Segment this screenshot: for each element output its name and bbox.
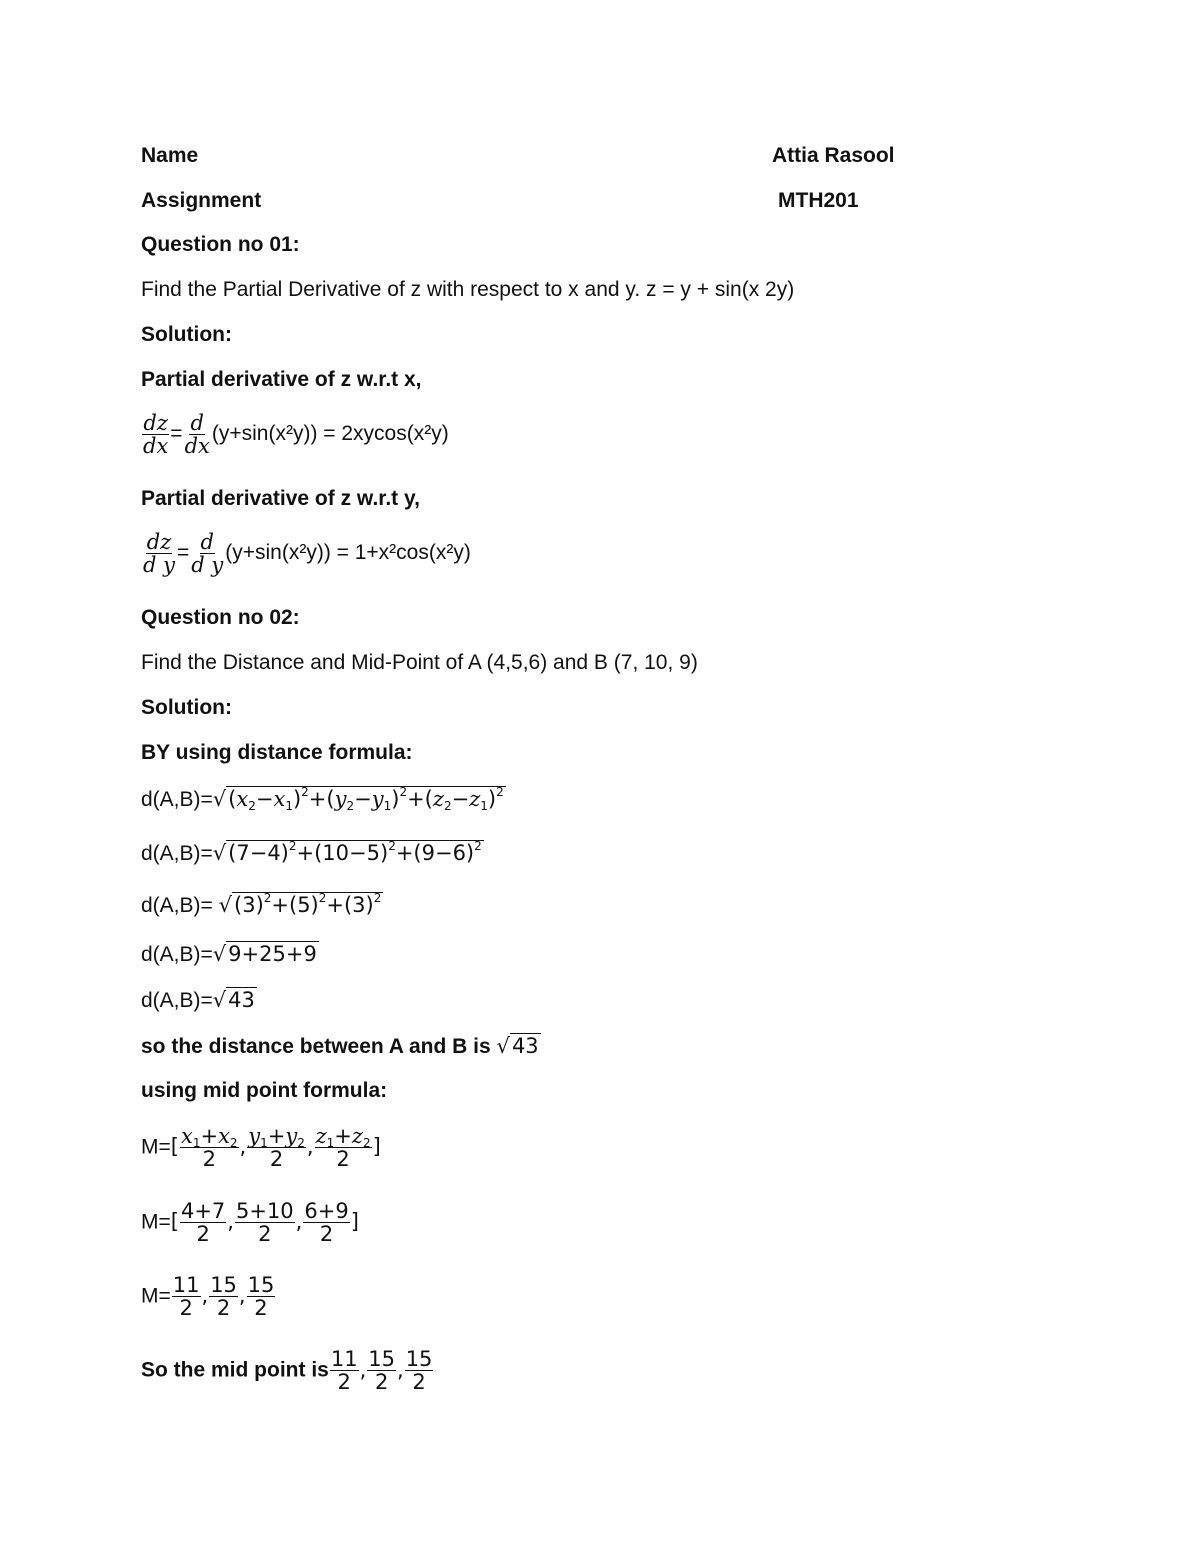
midpoint-step-3: M= $\frac{11}{2}$ , $\frac{15}{2}$ , $\frac{15}{2}$ [141, 1273, 275, 1320]
fraction: $\frac{6+9}{2}$ [304, 1199, 349, 1246]
midpoint-heading: using mid point formula: [141, 1079, 388, 1102]
q1-wrt-x-heading: Partial derivative of z w.r.t x, [141, 368, 422, 391]
distance-step-2: $d(A,B)=√(7-4)^2+(10-5)^2+(9-6)^2$ [141, 839, 482, 865]
fraction: $\frac{z_1+z_2}{2}$ [315, 1124, 371, 1171]
fraction: $\frac{d}{\text{d y}}$ [191, 530, 224, 577]
q1-wrt-x-equation: $\frac{dz}{dx}$ = $\frac{d}{dx}$ (y+sin(x²y)) = 2xycos(x²y) [143, 411, 449, 458]
name-value: Attia Rasool [772, 144, 895, 167]
fraction: $\frac{dz}{\text{d y}}$ [143, 530, 175, 577]
distance-conclusion: so the distance between A and B is √43 [141, 1034, 539, 1058]
distance-step-3: $d(A,B)= √(3)^2+(5)^2+(3)^2$ [141, 891, 382, 917]
q1-wrt-y-heading: Partial derivative of z w.r.t y, [141, 487, 420, 510]
fraction: $\frac{d}{dx}$ [184, 411, 210, 458]
midpoint-step-2: M=[ $\frac{4+7}{2}$ , $\frac{5+10}{2}$ , $\frac{6+9}{2}$ ] [141, 1199, 359, 1246]
assignment-value: MTH201 [778, 189, 859, 212]
assignment-label: Assignment [141, 189, 262, 212]
name-label: Name [141, 144, 199, 167]
fraction: $\frac{x_1+x_2}{2}$ [180, 1124, 238, 1171]
fraction: $\frac{11}{2}$ [330, 1347, 358, 1394]
fraction: $\frac{dz}{dx}$ [143, 411, 169, 458]
midpoint-conclusion: So the mid point is $\frac{11}{2}$ , $\frac{15}{2}$ , $\frac{15}{2}$ [141, 1347, 433, 1394]
distance-step-5: d(A,B)=√43 [141, 988, 255, 1012]
q2-title: Question no 02: [141, 606, 300, 629]
fraction: $\frac{5+10}{2}$ [235, 1199, 294, 1246]
fraction: $\frac{15}{2}$ [405, 1347, 433, 1394]
q1-prompt: Find the Partial Derivative of z with respect to x and y. z = y + sin(x 2y) [141, 278, 795, 301]
distance-heading: BY using distance formula: [141, 741, 413, 764]
distance-step-4: d(A,B)=√9+25+9 [141, 942, 317, 966]
fraction: $\frac{4+7}{2}$ [180, 1199, 226, 1246]
q2-prompt: Find the Distance and Mid-Point of A (4,5,6) and B (7, 10, 9) [141, 651, 698, 674]
distance-step-1: $d(A,B)=√(x_2-x_1)^2+(y_2-y_1)^2+(z_2-z_1)^2$ [141, 785, 504, 813]
fraction: $\frac{15}{2}$ [210, 1273, 237, 1320]
q2-solution-label: Solution: [141, 696, 232, 719]
q1-wrt-y-equation: $\frac{dz}{\text{d y}}$ = $\frac{d}{\text{d y}}$ (y+sin(x²y)) = 1+x²cos(x²y) [143, 530, 471, 577]
fraction: $\frac{11}{2}$ [172, 1273, 200, 1320]
q1-title: Question no 01: [141, 233, 300, 256]
fraction: $\frac{15}{2}$ [247, 1273, 275, 1320]
midpoint-step-1: M=[ $\frac{x_1+x_2}{2}$ , $\frac{y_1+y_2}{2}$ , $\frac{z_1+z_2}{2}$ ] [141, 1124, 381, 1171]
q1-solution-label: Solution: [141, 323, 232, 346]
fraction: $\frac{y_1+y_2}{2}$ [248, 1124, 305, 1171]
fraction: $\frac{15}{2}$ [368, 1347, 395, 1394]
